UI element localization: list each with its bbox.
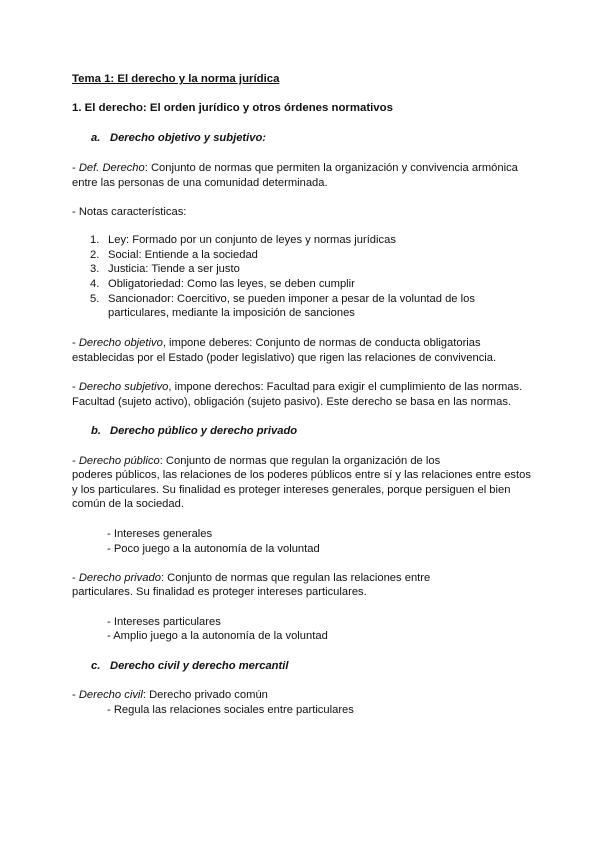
dash: - bbox=[72, 455, 79, 467]
subjetivo-term: Derecho subjetivo bbox=[78, 381, 169, 393]
bullet-item: - Regula las relaciones sociales entre particulares bbox=[107, 704, 354, 716]
definition-text: : Conjunto de normas que permiten la organización y convivencia armónica bbox=[144, 162, 518, 174]
document-title: Tema 1: El derecho y la norma jurídica bbox=[72, 73, 280, 85]
objetivo-paragraph bbox=[72, 336, 481, 350]
list-item: Justicia: Tiende a ser justo bbox=[108, 263, 240, 275]
list-item: Ley: Formado por un conjunto de leyes y normas jurídicas bbox=[108, 234, 396, 246]
bullet-item: - Poco juego a la autonomía de la voluntad bbox=[107, 543, 320, 555]
bullet-item: - Intereses generales bbox=[107, 528, 213, 540]
objetivo-text: , impone deberes: Conjunto de normas de conducta obligatorias bbox=[162, 337, 481, 349]
list-number: 4. bbox=[90, 278, 100, 290]
dash: - bbox=[72, 337, 79, 349]
civil-paragraph bbox=[72, 688, 268, 702]
list-number: 1. bbox=[90, 234, 100, 246]
bullet-item: - Amplio juego a la autonomía de la voluntad bbox=[107, 630, 328, 642]
list-number: 2. bbox=[90, 249, 100, 261]
objetivo-text-line2: establecidas por el Estado (poder legislativo) que rigen las relaciones de convivencia. bbox=[72, 352, 497, 364]
subjetivo-text-line2: Facultad (sujeto activo), obligación (sujeto pasivo). Este derecho se basa en las normas. bbox=[72, 396, 512, 408]
list-item: Sancionador: Coercitivo, se pueden imponer a pesar de la voluntad de los bbox=[108, 293, 475, 305]
privado-text-line2: particulares. Su finalidad es proteger intereses particulares. bbox=[72, 586, 367, 598]
list-number: 3. bbox=[90, 263, 100, 275]
definition-text-line2: entre las personas de una comunidad determinada. bbox=[72, 177, 328, 189]
subsection-title: Derecho civil y derecho mercantil bbox=[110, 660, 289, 672]
subsection-letter: b. bbox=[91, 425, 101, 437]
subjetivo-paragraph bbox=[72, 380, 522, 394]
subsection-title: Derecho público y derecho privado bbox=[110, 425, 298, 437]
privado-term: Derecho privado bbox=[78, 572, 161, 584]
subsection-a-heading bbox=[91, 131, 266, 145]
subsection-b-heading bbox=[91, 424, 297, 438]
subsection-letter: c. bbox=[91, 660, 101, 672]
privado-text: : Conjunto de normas que regulan las relaciones entre bbox=[160, 572, 431, 584]
dash: - bbox=[72, 572, 79, 584]
definition-paragraph bbox=[72, 161, 518, 175]
publico-text-line2: poderes públicos, las relaciones de los poderes públicos entre sí y las relaciones entre estos bbox=[72, 469, 531, 481]
privado-paragraph bbox=[72, 571, 430, 585]
subsection-letter: a. bbox=[91, 132, 101, 144]
subsection-c-heading bbox=[91, 659, 288, 673]
subjetivo-text: , impone derechos: Facultad para exigir el cumplimiento de las normas. bbox=[168, 381, 523, 393]
publico-text-line3: y los particulares. Su finalidad es proteger intereses generales, porque persiguen el bien bbox=[72, 484, 511, 496]
definition-term: Def. Derecho bbox=[78, 162, 145, 174]
subsection-title: Derecho objetivo y subjetivo: bbox=[110, 132, 267, 144]
list-number: 5. bbox=[90, 293, 100, 305]
list-item-continuation: particulares, mediante la imposición de sanciones bbox=[108, 307, 355, 319]
dash: - bbox=[72, 381, 79, 393]
list-item: Social: Entiende a la sociedad bbox=[108, 249, 258, 261]
civil-term: Derecho civil bbox=[78, 689, 143, 701]
civil-text: : Derecho privado común bbox=[142, 689, 268, 701]
dash: - bbox=[72, 689, 79, 701]
bullet-item: - Intereses particulares bbox=[107, 616, 221, 628]
dash: - bbox=[72, 162, 79, 174]
section-heading: 1. El derecho: El orden jurídico y otros órdenes normativos bbox=[72, 102, 393, 114]
publico-text-line4: común de la sociedad. bbox=[72, 498, 184, 510]
publico-paragraph bbox=[72, 454, 440, 468]
notas-heading: - Notas características: bbox=[72, 206, 187, 218]
publico-text: : Conjunto de normas que regulan la organización de los bbox=[159, 455, 441, 467]
publico-term: Derecho público bbox=[78, 455, 160, 467]
list-item: Obligatoriedad: Como las leyes, se deben cumplir bbox=[108, 278, 355, 290]
objetivo-term: Derecho objetivo bbox=[78, 337, 163, 349]
